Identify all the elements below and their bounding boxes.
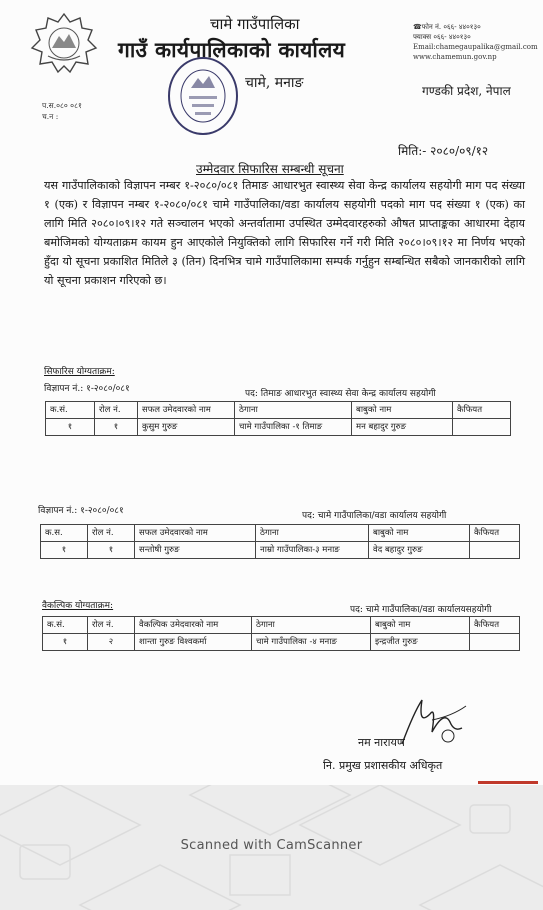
cell-remarks — [453, 419, 511, 436]
cell-name: सन्तोषी गुरुङ — [135, 542, 256, 559]
notice-subject: उम्मेदवार सिफारिस सम्बन्धी सूचना — [196, 162, 344, 176]
ad-number-2: विज्ञापन नं.: १-२०८०/०८१ — [38, 506, 124, 516]
col-sn: क.सं. — [46, 402, 95, 419]
col-father: बाबुको नाम — [371, 617, 470, 634]
col-name: सफल उमेदवारको नाम — [138, 402, 235, 419]
post-2: पद: चामे गाउँपालिका/वडा कार्यालय सहयोगी — [302, 511, 447, 521]
col-father: बाबुको नाम — [352, 402, 453, 419]
table-header-row — [46, 402, 511, 419]
cell-remarks — [470, 542, 520, 559]
recommended-table-1 — [45, 401, 511, 436]
col-sn: क.स. — [41, 525, 88, 542]
cell-father: मन बहादुर गुरुङ — [352, 419, 453, 436]
cell-father: इन्द्रजीत गुरुङ — [371, 634, 470, 651]
col-roll: रोल नं. — [95, 402, 138, 419]
province-name: गण्डकी प्रदेश, नेपाल — [422, 84, 511, 98]
cell-remarks — [470, 634, 520, 651]
contact-phone: ☎फोन नं. ०६६- ४४०१३० — [413, 23, 481, 31]
recommended-heading: सिफारिस योग्यताक्रम: — [44, 367, 115, 377]
cell-roll: १ — [95, 419, 138, 436]
col-father: बाबुको नाम — [369, 525, 470, 542]
table-row — [46, 419, 511, 436]
contact-website: www.chamemun.gov.np — [413, 53, 497, 61]
letter-number: प.स.०८० ०८१ — [42, 101, 82, 110]
office-title: गाउँ कार्यपालिकाको कार्यालय — [118, 37, 346, 62]
signatory-title: नि. प्रमुख प्रशासकीय अधिकृत — [323, 759, 443, 772]
notice-body: यस गाउँपालिकाको विज्ञापन नम्बर १-२०८०/०८१ तिमाङ आधारभुत स्वास्थ्य सेवा केन्द्र कार्यालय सहयोगी माग पद संख्या १ (एक) र विज्ञापन नम्बर १-२०८०/०८१ चामे गाउँपालिका/वडा कार्यालय सहयोगी पदको माग पद संख्या १ (एक) का लागि मिति २०८०।०९।१२ गते सञ्चालन भएको अन्तर्वातामा उपस्थित उम्मेदवारहरुको औषत प्राप्ताङ्कका आधारमा देहाय बमोजिमको योग्यताक्रम कायम हुन आएकोले नियुक्तिको लागि सिफारिस गर्ने गरी मिति २०८०।०९।१२ मा निर्णय भएको हुँदा यो सूचना प्रकाशित मितिले ३ (तिन) दिनभित्र चामे गाउँपालिकामा सम्पर्क गर्नुहुन सम्बन्धित सबैको जानकारीको लागि यो सूचना प्रकाशन गरिएको छ। — [44, 179, 525, 287]
col-name: सफल उमेदवारको नाम — [135, 525, 256, 542]
contact-email: Email:chamegaupalika@gmail.com — [413, 43, 538, 51]
col-address: ठेगाना — [256, 525, 369, 542]
scanned-with-label: Scanned with CamScanner — [180, 838, 363, 853]
contact-info — [413, 22, 538, 62]
dispatch-number: च.न : — [42, 112, 59, 121]
col-remarks: कैफियत — [470, 525, 520, 542]
col-address: ठेगाना — [235, 402, 352, 419]
col-remarks: कैफियत — [453, 402, 511, 419]
col-roll: रोल नं. — [88, 617, 135, 634]
office-location: चामे, मनाङ — [245, 75, 304, 91]
alternate-table — [42, 616, 520, 651]
red-mark — [478, 781, 538, 784]
table-header-row — [41, 525, 520, 542]
cell-address: चामे गाउँपालिका -१ तिमाङ — [235, 419, 352, 436]
cell-name: शान्ता गुरुङ विश्वकर्मा — [135, 634, 252, 651]
col-sn: क.सं. — [43, 617, 88, 634]
alternate-heading: वैकल्पिक योग्यताक्रम: — [42, 601, 114, 611]
cell-name: कुसुम गुरुङ — [138, 419, 235, 436]
nepal-emblem-icon — [28, 10, 100, 76]
table-row — [41, 542, 520, 559]
table-header-row — [43, 617, 520, 634]
table-row — [43, 634, 520, 651]
cell-father: वेद बहादुर गुरुङ — [369, 542, 470, 559]
cell-address: चामे गाउँपालिका -४ मनाङ — [252, 634, 371, 651]
post-3: पद: चामे गाउँपालिका/वडा कार्यालयसहयोगी — [350, 605, 492, 615]
recommended-table-2 — [40, 524, 520, 559]
contact-fax: फ्याक्स ०६६- ४४०१३० — [413, 33, 471, 41]
reference-numbers — [42, 100, 82, 122]
signatory-name: नम नारायण — [358, 736, 405, 749]
municipality-name: चामे गाउँपालिका — [210, 15, 300, 33]
cell-roll: १ — [88, 542, 135, 559]
cell-sn: १ — [41, 542, 88, 559]
notice-date: मिति:- २०८०/०९/१२ — [398, 144, 489, 158]
cell-sn: १ — [46, 419, 95, 436]
post-1: पद: तिमाङ आधारभुत स्वास्थ्य सेवा केन्द्र कार्यालय सहयोगी — [245, 389, 436, 399]
cell-sn: १ — [43, 634, 88, 651]
office-stamp-icon — [165, 52, 241, 138]
cell-address: नाम्रो गाउँपालिका-३ मनाङ — [256, 542, 369, 559]
col-remarks: कैफियत — [470, 617, 520, 634]
cell-roll: २ — [88, 634, 135, 651]
col-roll: रोल नं. — [88, 525, 135, 542]
col-name: वैकल्पिक उमेदवारको नाम — [135, 617, 252, 634]
ad-number-1: विज्ञापन नं.: १-२०८०/०८१ — [44, 384, 130, 394]
col-address: ठेगाना — [252, 617, 371, 634]
